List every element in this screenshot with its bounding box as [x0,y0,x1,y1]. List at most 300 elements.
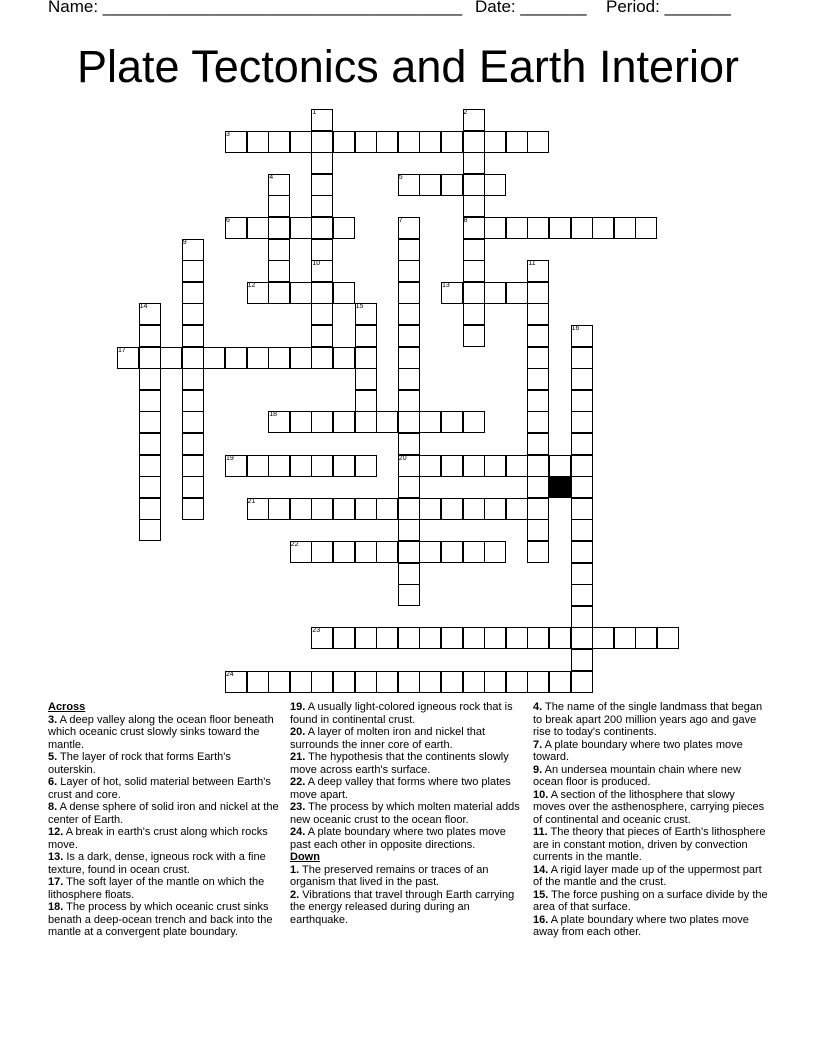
grid-cell[interactable] [592,627,614,649]
grid-cell[interactable] [571,649,593,671]
grid-cell[interactable] [463,195,485,217]
grid-cell[interactable] [290,455,312,477]
grid-cell[interactable] [290,498,312,520]
clue-number: 16 [571,325,580,332]
grid-cell[interactable] [419,498,441,520]
grid-cell[interactable] [311,217,333,239]
grid-cell[interactable] [463,152,485,174]
grid-cell[interactable] [182,498,204,520]
clue [48,901,280,939]
grid-cell[interactable] [484,131,506,153]
grid-cell[interactable] [268,217,290,239]
clue-number: 2 [463,109,468,116]
clue [290,726,522,751]
grid-cell[interactable] [376,671,398,693]
grid-cell[interactable] [527,325,549,347]
grid-cell[interactable] [527,411,549,433]
grid-cell[interactable] [527,390,549,412]
grid-cell[interactable] [398,131,420,153]
grid-cell[interactable] [139,498,161,520]
clue [290,864,522,889]
clue-text: A break in earth's crust along which rocks move. [48,826,268,851]
grid-cell[interactable] [571,368,593,390]
clue-number-label: 9. [533,763,543,776]
clue-number: 23 [312,627,321,635]
grid-cell[interactable] [463,303,485,325]
period-field: Period: _______ [606,0,731,16]
grid-cell[interactable] [139,411,161,433]
grid-cell[interactable] [398,498,420,520]
clue [290,751,522,776]
grid-cell[interactable] [463,174,485,196]
grid-cell[interactable] [333,131,355,153]
clue-number: 10 [312,260,321,268]
grid-cell[interactable] [527,498,549,520]
grid-cell[interactable] [139,325,161,347]
grid-cell[interactable] [290,671,312,693]
grid-cell[interactable] [247,347,269,369]
grid-cell[interactable] [247,131,269,153]
grid-cell[interactable] [268,282,290,304]
grid-cell[interactable] [484,174,506,196]
clue-number: 22 [290,541,299,548]
grid-cell[interactable] [182,390,204,412]
clue-number-label: 23. [290,801,306,813]
grid-cell[interactable] [398,541,420,563]
grid-cell[interactable] [139,347,161,369]
grid-cell[interactable] [463,627,485,649]
grid-cell[interactable] [527,455,549,477]
clue-text: An undersea mountain chain where new ocean floor is produced. [533,763,741,788]
grid-cell[interactable] [247,671,269,693]
grid-cell[interactable] [139,433,161,455]
grid-cell[interactable] [571,455,593,477]
grid-cell[interactable] [463,260,485,282]
grid-cell[interactable] [268,260,290,282]
date-field: Date: _______ [475,0,587,16]
grid-cell[interactable] [571,411,593,433]
grid-cell[interactable] [398,411,420,433]
grid-cell[interactable] [311,131,333,153]
grid-cell[interactable] [527,671,549,693]
clue-number-label: 6. [48,776,58,788]
clue [48,876,280,901]
grid-cell[interactable] [333,347,355,369]
clue-number-label: 15. [533,888,549,901]
grid-cell[interactable] [355,347,377,369]
grid-cell[interactable] [484,455,506,477]
clue [533,739,768,764]
grid-cell[interactable] [182,303,204,325]
grid-cell[interactable] [463,455,485,477]
clue [48,776,280,801]
clue-text: A section of the lithosphere that slowy moves over the asthenosphere, carrying pieces of continental and oceanic crust. [533,788,765,826]
grid-cell[interactable] [441,541,463,563]
clue-text: Is a dark, dense, igneous rock with a fine texture, found in ocean crust. [48,851,266,876]
grid-cell[interactable] [592,217,614,239]
grid-cell[interactable] [419,131,441,153]
grid-cell[interactable] [506,217,528,239]
grid-cell[interactable] [419,671,441,693]
grid-cell[interactable] [355,671,377,693]
name-field: Name: ______________________________________ [48,0,463,16]
grid-cell[interactable] [441,174,463,196]
clue-text: A plate boundary where two plates move past each other in opposite directions. [290,826,506,851]
grid-cell[interactable] [355,411,377,433]
clue-number: 14 [139,303,148,311]
grid-cell[interactable] [290,347,312,369]
grid-cell[interactable] [333,541,355,563]
clue-number: 7 [398,217,403,224]
grid-cell[interactable] [571,498,593,520]
grid-cell[interactable] [398,671,420,693]
clue-number: 21 [247,497,256,505]
grid-cell[interactable] [376,498,398,520]
grid-cell[interactable] [139,455,161,477]
grid-cell[interactable] [160,347,182,369]
grid-cell[interactable] [311,347,333,369]
clue-number-label: 17. [48,876,64,888]
clue-number-label: 1. [290,863,300,876]
grid-cell[interactable] [247,217,269,239]
clue-number-label: 3. [48,713,58,726]
clue-number: 18 [269,411,277,419]
grid-cell[interactable] [463,541,485,563]
grid-cell[interactable] [398,282,420,304]
clue-number: 11 [528,260,536,268]
grid-cell[interactable] [463,411,485,433]
grid-cell[interactable] [571,627,593,649]
grid-cell[interactable] [355,325,377,347]
grid-cell[interactable] [527,627,549,649]
grid-cell[interactable] [527,368,549,390]
clue-text: The soft layer of the mantle on which the lithosphere floats. [48,876,265,901]
grid-cell[interactable] [527,433,549,455]
grid-cell[interactable] [635,627,657,649]
grid-cell[interactable] [311,239,333,261]
clue-number: 19 [226,454,234,462]
grid-cell[interactable] [527,217,549,239]
grid-cell[interactable] [290,411,312,433]
grid-cell[interactable] [182,455,204,477]
grid-cell[interactable] [398,476,420,498]
clue-number: 20 [398,454,407,462]
grid-cell[interactable] [333,455,355,477]
grid-cell[interactable] [311,282,333,304]
clue [290,801,522,826]
grid-cell[interactable] [549,455,571,477]
clue [533,889,768,914]
clues-column-3 [533,701,768,939]
clue [533,826,768,864]
grid-cell[interactable] [290,131,312,153]
grid-cell[interactable] [571,390,593,412]
grid-cell[interactable] [441,131,463,153]
clue-number: 4 [269,173,274,181]
clue-number-label: 18. [48,901,64,913]
grid-cell[interactable] [311,152,333,174]
grid-cell[interactable] [355,131,377,153]
clue [533,789,768,827]
grid-cell[interactable] [398,260,420,282]
clue-text: The process by which molten material adds new oceanic crust to the ocean floor. [290,801,520,826]
grid-cell[interactable] [333,217,355,239]
grid-cell[interactable] [571,606,593,628]
grid-cell[interactable] [549,217,571,239]
clue-text: Layer of hot, solid material between Earth's crust and core. [48,776,271,801]
grid-cell[interactable] [398,584,420,606]
grid-cell[interactable] [463,282,485,304]
grid-cell[interactable] [139,476,161,498]
across-heading: Across [48,701,86,713]
grid-cell[interactable] [225,347,247,369]
clue-text: A usually light-colored igneous rock that is found in continental crust. [290,701,513,726]
grid-cell[interactable] [527,476,549,498]
clue-text: A deep valley that forms where two plates move apart. [290,776,511,801]
grid-cell[interactable] [506,627,528,649]
grid-cell[interactable] [549,671,571,693]
grid-cell[interactable] [355,627,377,649]
grid-cell[interactable] [182,476,204,498]
grid-cell[interactable] [398,390,420,412]
grid-cell[interactable] [290,282,312,304]
grid-cell[interactable] [506,131,528,153]
grid-cell[interactable] [376,627,398,649]
clue-number: 12 [247,281,256,289]
grid-cell[interactable] [268,455,290,477]
grid-cell[interactable] [419,455,441,477]
grid-cell[interactable] [506,671,528,693]
grid-cell[interactable] [484,541,506,563]
grid-cell[interactable] [376,131,398,153]
grid-cell[interactable] [182,347,204,369]
grid-cell[interactable] [333,411,355,433]
clue-text: The theory that pieces of Earth's lithosphere are in constant motion, driven by convection currents in the mantle. [533,826,766,863]
clue-text: The force pushing on a surface divide by the area of that surface. [533,888,768,913]
grid-cell[interactable] [268,347,290,369]
grid-cell[interactable] [333,671,355,693]
page-title: Plate Tectonics and Earth Interior [76,41,740,92]
grid-cell[interactable] [571,217,593,239]
grid-cell[interactable] [355,541,377,563]
clue [48,826,280,851]
grid-cell[interactable] [419,174,441,196]
grid-cell[interactable] [376,541,398,563]
grid-cell[interactable] [506,455,528,477]
grid-cell[interactable] [311,325,333,347]
grid-cell[interactable] [182,411,204,433]
grid-cell[interactable] [355,368,377,390]
grid-cell[interactable] [268,131,290,153]
clue-text: The preserved remains or traces of an organism that lived in the past. [290,863,489,888]
grid-cell[interactable] [311,498,333,520]
grid-cell[interactable] [311,303,333,325]
grid-cell[interactable] [398,347,420,369]
grid-cell[interactable] [311,541,333,563]
grid-cell[interactable] [549,627,571,649]
grid-cell[interactable] [441,411,463,433]
grid-cell[interactable] [506,282,528,304]
grid-cell[interactable] [527,541,549,563]
grid-cell[interactable] [182,282,204,304]
grid-cell[interactable] [398,325,420,347]
grid-cell[interactable] [463,325,485,347]
grid-cell[interactable] [484,217,506,239]
clue [48,714,280,752]
clue-number-label: 21. [290,751,306,763]
grid-cell[interactable] [527,347,549,369]
clue-number: 13 [442,281,450,289]
clue-text: A layer of molten iron and nickel that surrounds the inner core of earth. [290,726,486,751]
grid-cell[interactable] [527,519,549,541]
clue-text: A deep valley along the ocean floor beneath which oceanic crust slowly sinks toward the mantle. [48,713,274,751]
grid-cell[interactable] [484,282,506,304]
clue-number: 15 [355,303,364,311]
grid-cell[interactable] [182,260,204,282]
grid-cell[interactable] [398,368,420,390]
clue-number: 8 [463,217,468,224]
grid-cell[interactable] [398,519,420,541]
grid-cell[interactable] [398,433,420,455]
clue-number: 6 [226,217,230,224]
grid-cell[interactable] [203,347,225,369]
grid-cell[interactable] [419,627,441,649]
grid-cell[interactable] [311,174,333,196]
grid-cell[interactable] [355,498,377,520]
grid-cell[interactable] [398,563,420,585]
clue-number: 3 [226,130,230,138]
grid-cell[interactable] [571,584,593,606]
grid-cell[interactable] [333,498,355,520]
grid-cell[interactable] [484,498,506,520]
grid-cell[interactable] [463,671,485,693]
clue-number-label: 19. [290,701,306,713]
clue [290,776,522,801]
clue-number-label: 2. [290,888,300,901]
clue-number-label: 24. [290,826,306,838]
grid-cell[interactable] [614,627,636,649]
grid-cell[interactable] [139,390,161,412]
grid-cell[interactable] [571,563,593,585]
grid-cell[interactable] [571,476,593,498]
grid-cell[interactable] [182,368,204,390]
clue-number-label: 16. [533,913,549,926]
clue-text: The name of the single landmass that began to break apart 200 million years ago and gave rise to today's continents. [533,701,763,738]
clue-text: The hypothesis that the continents slowly move across earth's surface. [290,751,509,776]
grid-cell[interactable] [268,239,290,261]
grid-cell[interactable] [441,455,463,477]
grid-cell[interactable] [182,325,204,347]
grid-cell[interactable] [635,217,657,239]
clue-number-label: 4. [533,701,543,713]
grid-cell[interactable] [247,455,269,477]
clue-text: A rigid layer made up of the uppermost part of the mantle and the crust. [533,863,762,888]
blocked-cell [549,476,571,498]
clue-number-label: 8. [48,801,58,813]
grid-cell[interactable] [311,455,333,477]
clue [48,851,280,876]
grid-cell[interactable] [571,519,593,541]
grid-cell[interactable] [484,671,506,693]
grid-cell[interactable] [139,368,161,390]
grid-cell[interactable] [506,498,528,520]
grid-cell[interactable] [441,671,463,693]
grid-cell[interactable] [139,519,161,541]
clue [533,764,768,789]
clue-number: 24 [226,670,234,678]
grid-cell[interactable] [463,498,485,520]
clue-number: 1 [312,109,317,116]
grid-cell[interactable] [441,627,463,649]
grid-cell[interactable] [333,282,355,304]
grid-cell[interactable] [398,627,420,649]
clue-number: 17 [118,346,126,354]
grid-cell[interactable] [463,131,485,153]
clue [48,801,280,826]
clue-text: The layer of rock that forms Earth's outerskin. [48,751,231,776]
down-heading: Down [290,851,320,863]
grid-cell[interactable] [484,627,506,649]
clue-number-label: 5. [48,751,58,763]
grid-cell[interactable] [268,498,290,520]
grid-cell[interactable] [571,433,593,455]
clue-number: 5 [398,173,403,181]
grid-cell[interactable] [182,433,204,455]
clue-number-label: 14. [533,863,549,876]
clues-column-1 [48,701,280,939]
grid-cell[interactable] [527,282,549,304]
clue [533,701,768,739]
grid-cell[interactable] [398,303,420,325]
grid-cell[interactable] [290,217,312,239]
grid-cell[interactable] [311,195,333,217]
grid-cell[interactable] [268,671,290,693]
grid-cell[interactable] [376,411,398,433]
clue [290,889,522,927]
clue [533,864,768,889]
clue [290,701,522,726]
clue-text: A plate boundary where two plates move toward. [533,738,743,763]
clue-number-label: 22. [290,776,306,788]
clue-text: Vibrations that travel through Earth carrying the energy released during during an earthquake. [290,888,515,926]
grid-cell[interactable] [419,541,441,563]
grid-cell[interactable] [419,411,441,433]
grid-cell[interactable] [527,131,549,153]
clue-number-label: 11. [533,826,548,838]
grid-cell[interactable] [311,671,333,693]
grid-cell[interactable] [463,239,485,261]
grid-cell[interactable] [441,498,463,520]
grid-cell[interactable] [527,303,549,325]
grid-cell[interactable] [311,411,333,433]
clue-number-label: 7. [533,738,543,751]
grid-cell[interactable] [398,239,420,261]
grid-cell[interactable] [571,347,593,369]
grid-cell[interactable] [571,671,593,693]
clue-number: 9 [182,238,187,246]
grid-cell[interactable] [355,390,377,412]
grid-cell[interactable] [614,217,636,239]
grid-cell[interactable] [333,627,355,649]
clues-column-2 [290,701,522,926]
clue [290,826,522,851]
grid-cell[interactable] [657,627,679,649]
grid-cell[interactable] [268,195,290,217]
clue [533,914,768,939]
clue-text: A dense sphere of solid iron and nickel at the center of Earth. [48,801,279,826]
grid-cell[interactable] [355,455,377,477]
grid-cell[interactable] [571,541,593,563]
